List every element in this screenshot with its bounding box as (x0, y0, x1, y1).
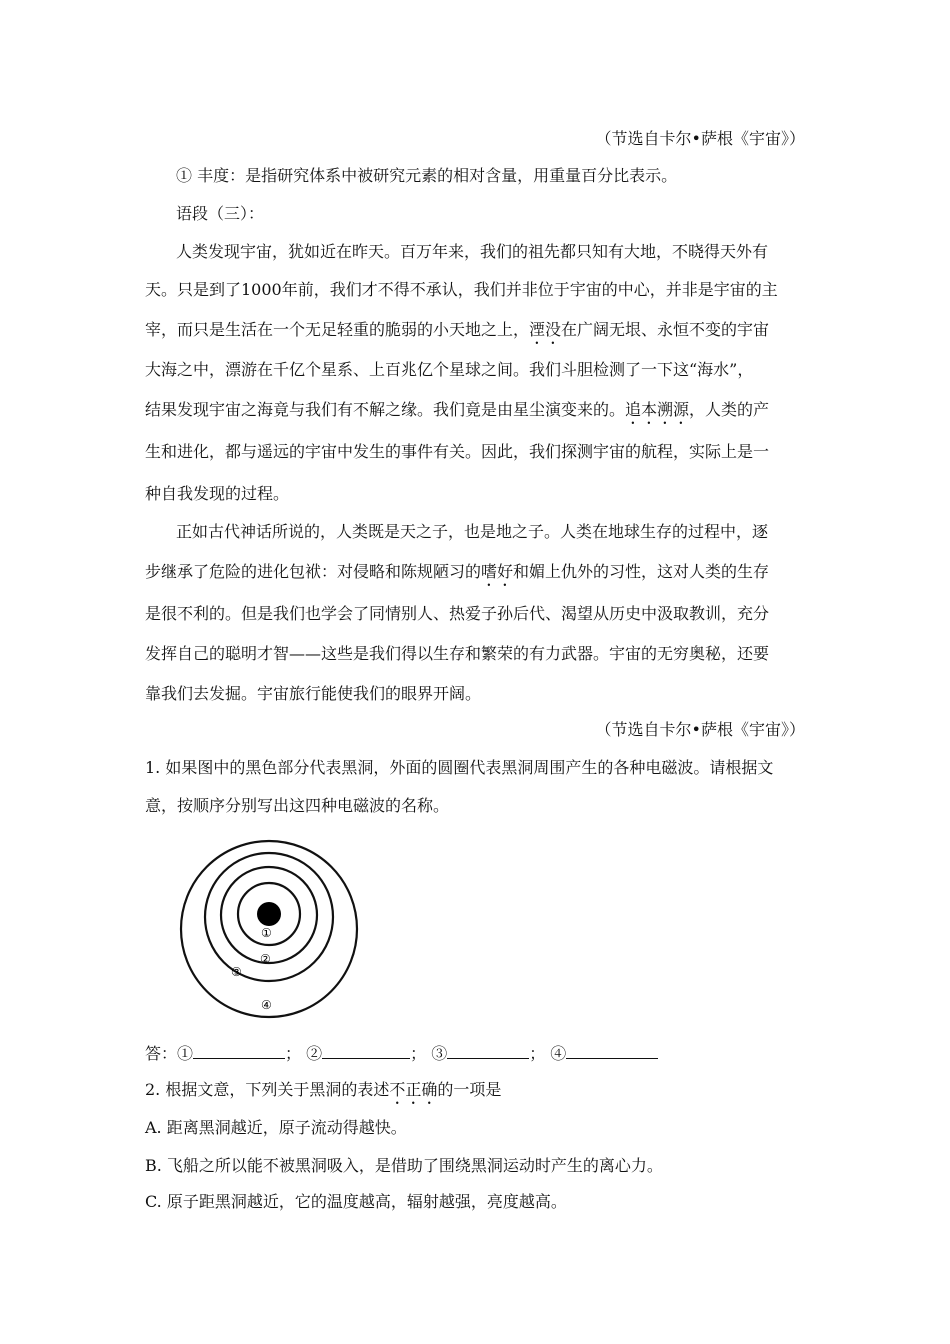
black-hole-core (257, 902, 281, 926)
text-span: 和媚上仇外的习性，这对人类的生存 (513, 562, 770, 581)
question-1-line: 1. 如果图中的黑色部分代表黑洞，外面的圆圈代表黑洞周围产生的各种电磁波。请根据文 (145, 758, 774, 777)
paragraph-line: 人类发现宇宙，犹如近在昨天。百万年来，我们的祖先都只知有大地，不晓得天外有 (176, 242, 769, 261)
black-hole-diagram (178, 838, 362, 1022)
source-citation: （节选自卡尔•萨根《宇宙》） (595, 129, 805, 148)
answer-marker: ① (177, 1044, 194, 1063)
paragraph-line (145, 317, 805, 348)
emphasized-word: 追本溯源 (625, 400, 690, 419)
text-span: ，人类的产 (689, 400, 770, 419)
footnote: ① 丰度：是指研究体系中被研究元素的相对含量，用重量百分比表示。 (176, 166, 678, 185)
emphasized-word: 湮没 (529, 320, 562, 339)
paragraph-line: 靠我们去发掘。宇宙旅行能使我们的眼界开阔。 (145, 684, 482, 703)
paragraph-line: 生和进化，都与遥远的宇宙中发生的事件有关。因此，我们探测宇宙的航程，实际上是一 (145, 442, 770, 461)
section-title: 语段（三）： (176, 204, 265, 223)
figure-label: ③ (231, 965, 242, 979)
source-citation: （节选自卡尔•萨根《宇宙》） (595, 720, 805, 739)
paragraph-line: 正如古代神话所说的，人类既是天之子，也是地之子。人类在地球生存的过程中，逐 (176, 522, 769, 541)
text-span: 在广阔无垠、永恒不变的宇宙 (561, 320, 770, 339)
text-span: 2. 根据文意，下列关于黑洞的表述 (145, 1080, 390, 1099)
answer-marker: ； ② (285, 1044, 323, 1063)
question-1-line: 意，按顺序分别写出这四种电磁波的名称。 (145, 796, 450, 815)
answer-blank-1[interactable] (193, 1044, 285, 1059)
paragraph-line: 大海之中，漂游在千亿个星系、上百兆亿个星球之间。我们斗胆检测了一下这“海水”， (145, 360, 754, 379)
option-b: B. 飞船之所以能不被黑洞吸入，是借助了围绕黑洞运动时产生的离心力。 (145, 1156, 663, 1175)
answer-marker: ； ④ (529, 1044, 567, 1063)
question-2-stem (145, 1077, 805, 1108)
paragraph-line: 发挥自己的聪明才智——这些是我们得以生存和繁荣的有力武器。宇宙的无穷奥秘，还要 (145, 644, 770, 663)
answer-marker: ； ③ (410, 1044, 448, 1063)
figure-label: ④ (261, 998, 272, 1012)
paragraph-line: 天。只是到了1000年前，我们才不得不承认，我们并非位于宇宙的中心，并非是宇宙的主 (145, 280, 778, 299)
emphasized-word: 嗜好 (481, 562, 514, 581)
option-c: C. 原子距黑洞越近，它的温度越高，辐射越强，亮度越高。 (145, 1192, 567, 1211)
figure-label: ② (260, 952, 271, 966)
paragraph-line: 种自我发现的过程。 (145, 484, 290, 503)
answer-line (145, 1041, 805, 1064)
paragraph-line (145, 397, 805, 428)
text-span: 宰，而只是生活在一个无足轻重的脆弱的小天地之上， (145, 320, 530, 339)
option-a: A. 距离黑洞越近，原子流动得越快。 (145, 1118, 407, 1137)
emphasized-word: 不正确 (389, 1080, 438, 1099)
answer-blank-3[interactable] (447, 1044, 529, 1059)
paragraph-line: 是很不利的。但是我们也学会了同情别人、热爱子孙后代、渴望从历史中汲取教训，充分 (145, 604, 770, 623)
concentric-circles-figure (178, 838, 362, 1022)
text-span: 步继承了危险的进化包袱：对侵略和陈规陋习的 (145, 562, 482, 581)
paragraph-line (145, 559, 805, 590)
answer-blank-2[interactable] (322, 1044, 410, 1059)
text-span: 的一项是 (437, 1080, 502, 1099)
figure-label: ① (261, 926, 272, 940)
text-span: 结果发现宇宙之海竟与我们有不解之缘。我们竟是由星尘演变来的。 (145, 400, 626, 419)
answer-prefix: 答： (145, 1044, 178, 1063)
answer-blank-4[interactable] (566, 1044, 658, 1059)
